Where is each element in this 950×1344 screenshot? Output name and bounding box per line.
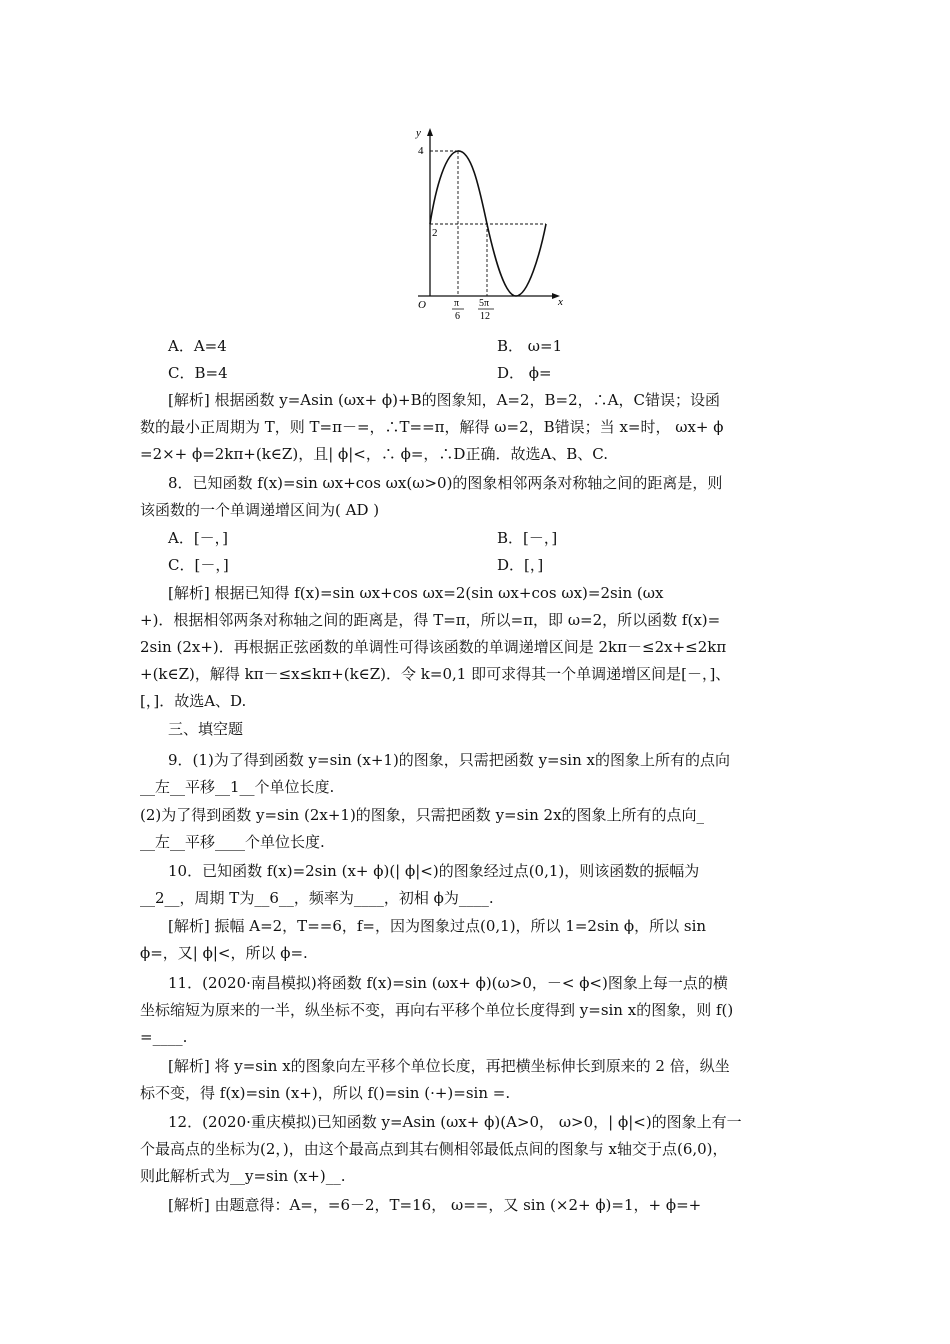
x-tick-label-pi6-den: 6 bbox=[455, 311, 460, 322]
text-line: +(k∈Z)，解得 kπ－≤x≤kπ+(k∈Z)．令 k=0,1 即可求得其一个单调递增区间是[－，]、 bbox=[140, 665, 731, 683]
text-line: 个最高点的坐标为(2，)，由这个最高点到其右侧相邻最低点间的图象与 x轴交于点(6,0)， bbox=[140, 1140, 728, 1158]
text-line: 12．(2020·重庆模拟)已知函数 y=Asin (ωx+ ϕ)(A>0， ω>0，| ϕ|<)的图象上有一 bbox=[168, 1113, 742, 1131]
text-line: 11．(2020·南昌模拟)将函数 f(x)=sin (ωx+ ϕ)(ω>0，－< ϕ<)图象上每一点的横 bbox=[168, 974, 728, 992]
text-line: 三、填空题 bbox=[168, 720, 244, 738]
text-line: C．B=4 bbox=[168, 364, 228, 382]
x-tick-label-pi6-num: π bbox=[454, 298, 460, 309]
text-line: 则此解析式为__y=sin (x+)__. bbox=[140, 1167, 346, 1185]
text-line: D．[，] bbox=[497, 556, 544, 574]
text-line: __2__，周期 T为__6__，频率为____，初相 ϕ为____. bbox=[140, 889, 494, 907]
text-line: 坐标缩短为原来的一半，纵坐标不变，再向右平移个单位长度得到 y=sin x的图象，则 f() bbox=[140, 1001, 734, 1019]
y-tick-label-4: 4 bbox=[418, 145, 424, 157]
text-line: 数的最小正周期为 T，则 T=π－=，∴T==π，解得 ω=2，B错误；当 x=时， ωx+ ϕ bbox=[140, 418, 724, 436]
text-line: +)．根据相邻两条对称轴之间的距离是，得 T=π，所以=π，即 ω=2，所以函数 f(x)= bbox=[140, 611, 721, 629]
text-line: [，]．故选A、D. bbox=[140, 692, 247, 710]
text-line: B．[－，] bbox=[497, 529, 558, 547]
x-axis-label: x bbox=[558, 296, 563, 308]
sine-curve bbox=[430, 151, 546, 296]
text-line: [解析] 由题意得：A=，=6－2，T=16， ω==，又 sin (×2+ ϕ)=1，+ ϕ=+ bbox=[168, 1196, 702, 1214]
x-tick-label-5pi12-den: 12 bbox=[480, 311, 490, 322]
text-line: 9．(1)为了得到函数 y=sin (x+1)的图象，只需把函数 y=sin x的图象上所有的点向 bbox=[168, 751, 730, 769]
text-line: A．A=4 bbox=[168, 337, 227, 355]
text-line: (2)为了得到函数 y=sin (2x+1)的图象，只需把函数 y=sin 2x的图象上所有的点向_ bbox=[140, 806, 705, 824]
text-line: __左__平移____个单位长度. bbox=[140, 833, 325, 851]
sine-graph-figure bbox=[410, 124, 570, 324]
text-line: C．[－，] bbox=[168, 556, 229, 574]
text-line: [解析] 振幅 A=2，T==6，f=，因为图象过点(0,1)，所以 1=2sin ϕ，所以 sin bbox=[168, 917, 707, 935]
text-line: D． ϕ= bbox=[497, 364, 552, 382]
origin-label: O bbox=[418, 299, 426, 311]
text-line: =____. bbox=[140, 1028, 188, 1046]
text-line: A．[－，] bbox=[168, 529, 229, 547]
text-line: [解析] 将 y=sin x的图象向左平移个单位长度，再把横坐标伸长到原来的 2 倍，纵坐 bbox=[168, 1057, 730, 1075]
x-tick-label-5pi12-num: 5π bbox=[479, 298, 490, 309]
y-tick-label-2: 2 bbox=[432, 227, 438, 239]
text-line: ϕ=，又| ϕ|<，所以 ϕ=. bbox=[140, 944, 308, 962]
text-line: 8．已知函数 f(x)=sin ωx+cos ωx(ω>0)的图象相邻两条对称轴之间的距离是，则 bbox=[168, 474, 723, 492]
text-line: 10．已知函数 f(x)=2sin (x+ ϕ)(| ϕ|<)的图象经过点(0,1)，则该函数的振幅为 bbox=[168, 862, 700, 880]
text-line: 2sin (2x+)．再根据正弦函数的单调性可得该函数的单调递增区间是 2kπ－≤2x+≤2kπ bbox=[140, 638, 727, 656]
y-axis-label: y bbox=[416, 127, 421, 139]
text-line: [解析] 根据函数 y=Asin (ωx+ ϕ)+B的图象知，A=2，B=2，∴A，C错误；设函 bbox=[168, 391, 720, 409]
text-line: 该函数的一个单调递增区间为( AD ) bbox=[140, 501, 380, 519]
text-line: 标不变，得 f(x)=sin (x+)，所以 f()=sin (·+)=sin =. bbox=[140, 1084, 511, 1102]
text-line: [解析] 根据已知得 f(x)=sin ωx+cos ωx=2(sin ωx+cos ωx)=2sin (ωx bbox=[168, 584, 664, 602]
text-line: __左__平移__1__个单位长度. bbox=[140, 778, 335, 796]
y-axis-arrow bbox=[427, 128, 433, 136]
text-line: =2×+ ϕ=2kπ+(k∈Z)，且| ϕ|<，∴ ϕ=，∴D正确．故选A、B、C. bbox=[140, 445, 609, 463]
text-line: B． ω=1 bbox=[497, 337, 563, 355]
